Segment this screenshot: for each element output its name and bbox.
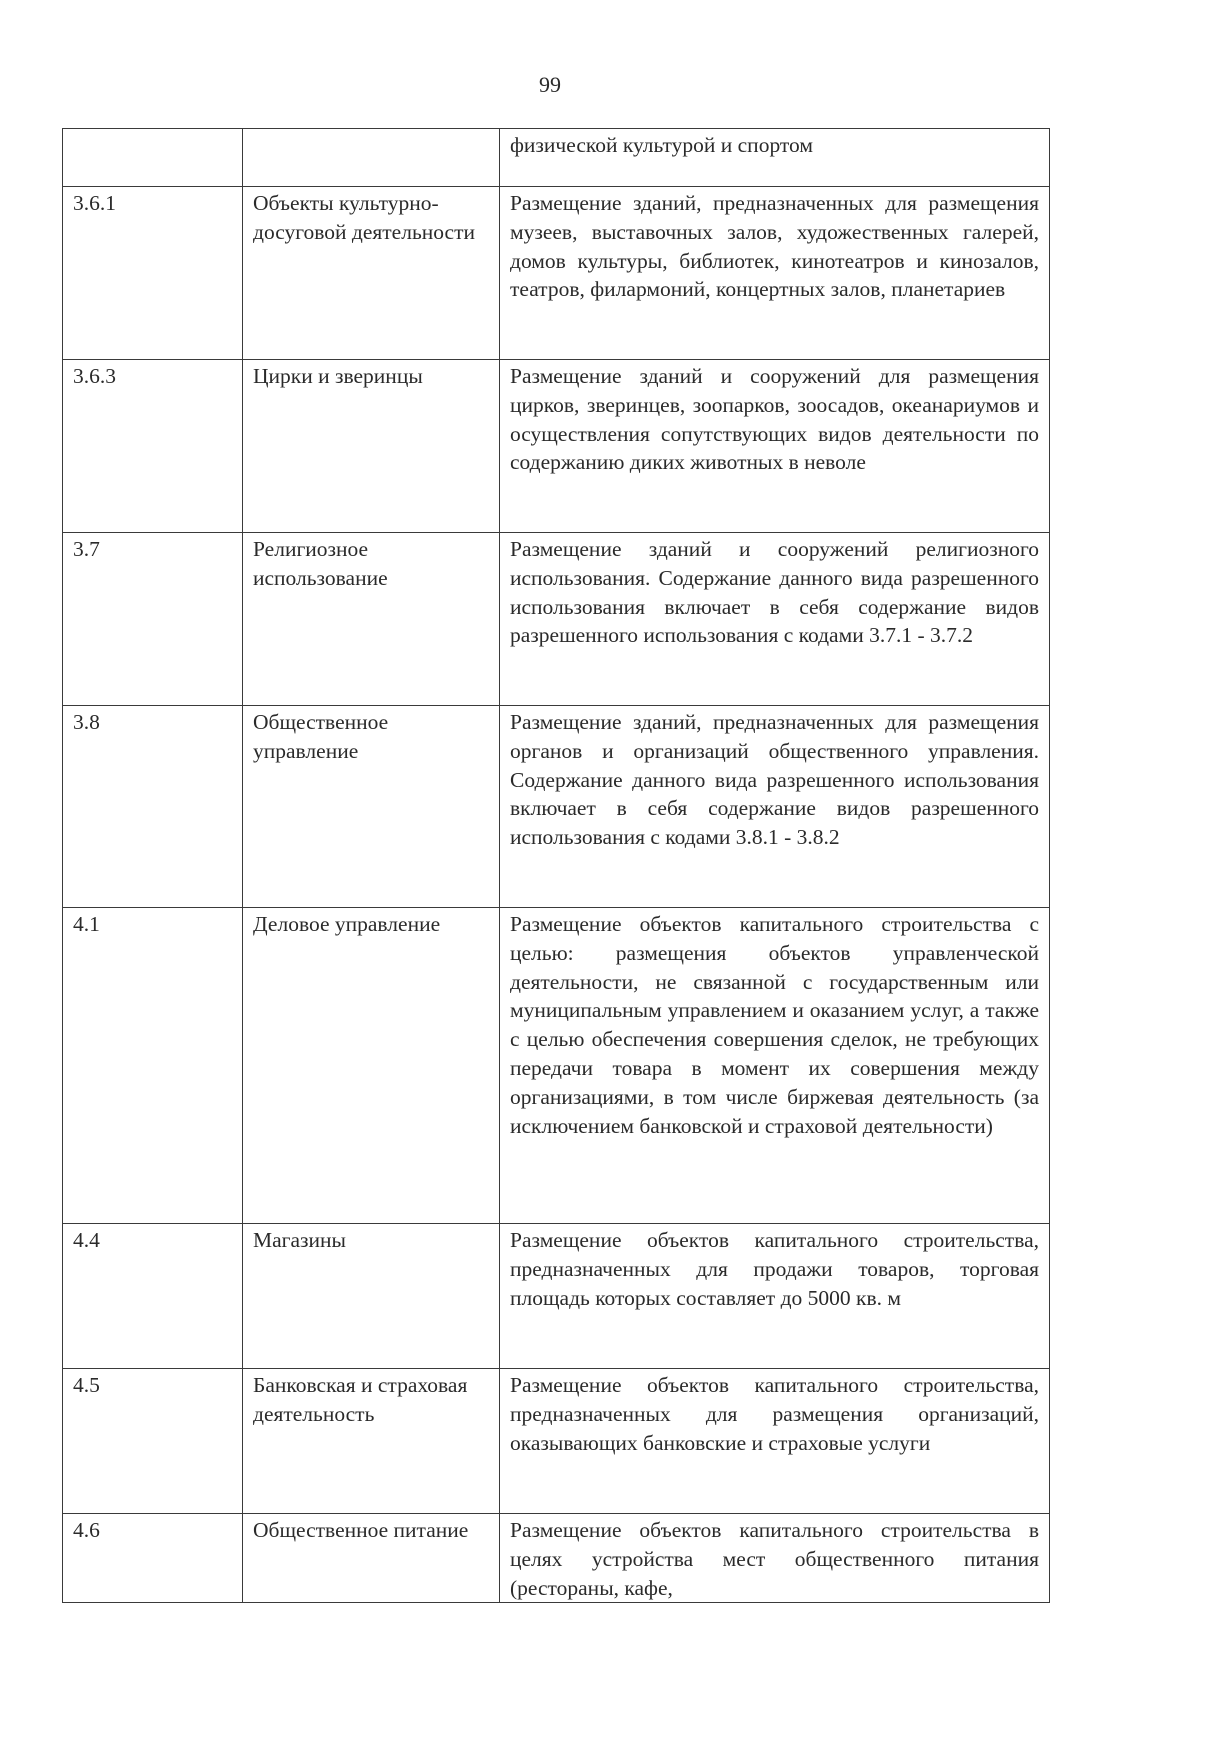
description-cell: физической культурой и спортом: [500, 129, 1050, 187]
code-cell: 4.6: [63, 1514, 243, 1603]
description-cell: Размещение объектов капитального строительства в целях устройства мест общественного питания (рестораны, кафе,: [500, 1514, 1050, 1603]
name-cell: Объекты культурно-досуговой деятельности: [243, 187, 500, 360]
name-cell: [243, 129, 500, 187]
description-cell: Размещение зданий и сооружений религиозного использования. Содержание данного вида разрешенного использования включает в себя содержание видов разрешенного использования с кодами 3.7.1 - 3.7.2: [500, 533, 1050, 706]
table-row: [63, 187, 1050, 360]
table-row: [63, 706, 1050, 908]
land-use-table: [62, 128, 1050, 1603]
code-cell: 4.5: [63, 1369, 243, 1514]
name-cell: Банковская и страховая деятельность: [243, 1369, 500, 1514]
table-row: [63, 1224, 1050, 1369]
name-cell: Магазины: [243, 1224, 500, 1369]
description-cell: Размещение объектов капитального строительства с целью: размещения объектов управленческой деятельности, не связанной с государственным или муниципальным управлением и оказанием услуг, а также с целью обеспечения совершения сделок, не требующих передачи товара в момент их совершения между организациями, в том числе биржевая деятельность (за исключением банковской и страховой деятельности): [500, 908, 1050, 1224]
table-row: [63, 129, 1050, 187]
code-cell: 4.4: [63, 1224, 243, 1369]
name-cell: Общественное управление: [243, 706, 500, 908]
page-number: 99: [539, 72, 561, 97]
name-cell: Религиозное использование: [243, 533, 500, 706]
table-row: [63, 360, 1050, 533]
description-cell: Размещение объектов капитального строительства, предназначенных для продажи товаров, торговая площадь которых составляет до 5000 кв. м: [500, 1224, 1050, 1369]
table-row: [63, 533, 1050, 706]
name-cell: Деловое управление: [243, 908, 500, 1224]
code-cell: 3.6.3: [63, 360, 243, 533]
description-cell: Размещение зданий, предназначенных для размещения органов и организаций общественного управления. Содержание данного вида разрешенного использования включает в себя содержание видов разрешенного использования с кодами 3.8.1 - 3.8.2: [500, 706, 1050, 908]
code-cell: 4.1: [63, 908, 243, 1224]
code-cell: [63, 129, 243, 187]
description-cell: Размещение объектов капитального строительства, предназначенных для размещения организаций, оказывающих банковские и страховые услуги: [500, 1369, 1050, 1514]
code-cell: 3.6.1: [63, 187, 243, 360]
description-cell: Размещение зданий, предназначенных для размещения музеев, выставочных залов, художественных галерей, домов культуры, библиотек, кинотеатров и кинозалов, театров, филармоний, концертных залов, планетариев: [500, 187, 1050, 360]
table-row: [63, 1514, 1050, 1603]
name-cell: Цирки и зверинцы: [243, 360, 500, 533]
code-cell: 3.8: [63, 706, 243, 908]
code-cell: 3.7: [63, 533, 243, 706]
name-cell: Общественное питание: [243, 1514, 500, 1603]
table-row: [63, 908, 1050, 1224]
table-row: [63, 1369, 1050, 1514]
description-cell: Размещение зданий и сооружений для размещения цирков, зверинцев, зоопарков, зоосадов, океанариумов и осуществления сопутствующих видов деятельности по содержанию диких животных в неволе: [500, 360, 1050, 533]
